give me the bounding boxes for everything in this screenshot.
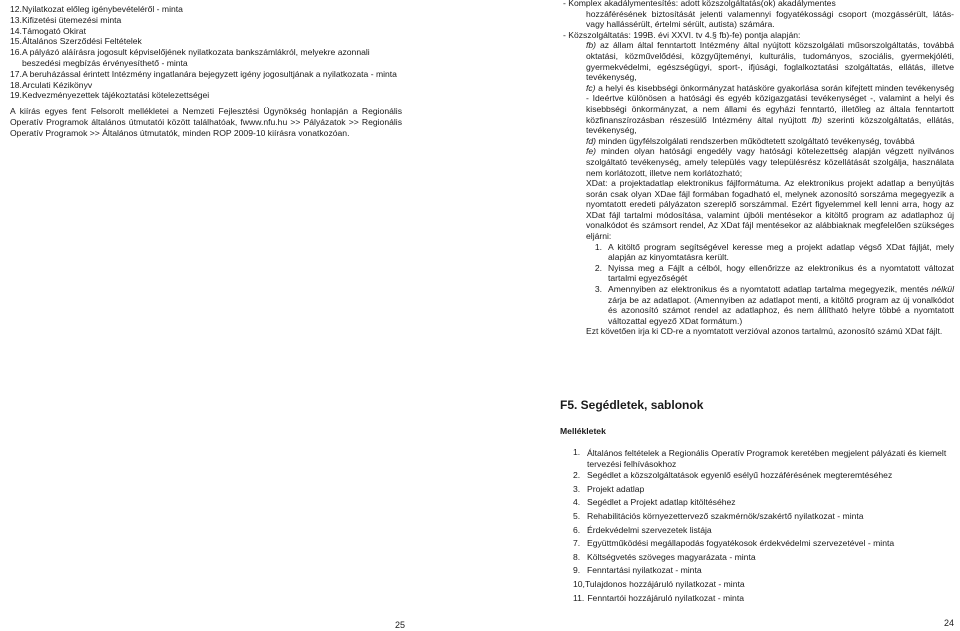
list-item: 7. Együttműködési megállapodás fogyatékosok érdekvédelmi szervezetével - minta — [573, 538, 895, 549]
list-item: 3. Projekt adatlap — [573, 483, 645, 494]
list-item: 5. Rehabilitációs környezettervező szakmérnök/szakértő nyilatkozat - minta — [573, 510, 864, 521]
list-item: 2. Segédlet a közszolgáltatások egyenlő esélyű hozzáférésének megteremtéséhez — [573, 470, 893, 481]
list-item: 13. Kifizetési ütemezési minta — [10, 14, 122, 25]
list-item: 9. Fenntartási nyilatkozat - minta — [573, 565, 702, 576]
list-item: 15. Általános Szerződési Feltételek — [10, 36, 142, 47]
attachments-list — [573, 446, 953, 605]
website-reference-paragraph: A kiírás egyes fent Felsorolt mellékletei a Nemzeti Fejlesztési Ügynökség honlapján a Regionális Operatív Programok általános útmutatói között találhatóak, fwww.nfu.hu >> Pályázatok >> Regionális Operatív Programok >> Általános útmutatók, minden ROP 2009-10 kiírásra vonatkozóan. — [10, 106, 402, 138]
clause-fd: fd) minden ügyfélszolgálati rendszerben működtetett szolgáltató tevékenység, továbbá — [586, 135, 915, 146]
list-item: 14. Támogató Okirat — [10, 25, 86, 36]
list-item: 19. Kedvezményezettek tájékoztatási kötelezettségei — [10, 90, 210, 101]
list-item: 17. A beruházással érintett Intézmény ingatlanára bejegyzett igény jogosultjának a nyilatkozata - minta — [10, 68, 397, 79]
xdat-definition: XDat: a projektadatlap elektronikus fájlformátuma. Az elektronikus projekt adatlap a benyújtás során csak olyan XDae fájl formában fogadható el, melynek azonosító sorszáma megegyezik a nyomtatott eredeti pályázaton szereplő sorszámmal. Ezért figyelemmel kell lenni arra, hogy az XDat fájl tartalmi módosítása, valamint újbóli mentésekor a kitöltő program az adatlaphoz új vonalkódot és számsort rendel, Az XDat fájl mentésekor az alábbiaknak megfelelően szükséges eljárni: — [586, 178, 954, 242]
list-item: 12. Nyilatkozat előleg igénybevételéről - minta — [10, 4, 183, 14]
list-item: 6. Érdekvédelmi szervezetek listája — [573, 524, 712, 535]
list-item: 4. Segédlet a Projekt adatlap kitöltéséhez — [573, 497, 736, 508]
list-item: 16. A pályázó aláírásra jogosult képviselőjének nyilatkozata bankszámlákról, melyekre azonnali beszedési megbízás érvényesíthető - minta — [10, 47, 370, 68]
clause-fb: fb) az állam által fenntartott Intézmény által nyújtott közszolgálati műsorszolgáltatás, továbbá oktatási, közművelődési, közgyűjteményi, kulturális, tudományos, szociális, gyermekjóléti, gyermekvédelmi, egészségügyi, sport-, ifjúsági, foglalkoztatási szolgáltatás, ellátás, illetve tevékenység, — [586, 40, 954, 83]
list-item: 1. A kitöltő program segítségével keresse meg a projekt adatlap végső XDat fájlját, mely alapján az kinyomtatásra került. — [594, 241, 954, 263]
right-column — [563, 0, 954, 337]
left-column — [10, 4, 402, 147]
list-item: 11. Fenntartói hozzájáruló nyilatkozat - minta — [573, 592, 744, 603]
section-heading: F5. Segédletek, sablonok — [560, 398, 704, 412]
attachments-subheading: Mellékletek — [560, 426, 606, 436]
attachment-list-continued — [10, 4, 402, 101]
clause-fe: fe) minden olyan hatósági engedély vagy hatósági kötelezettség alapján végzett nyilvános szolgáltató tevékenység, amely település vagy településrész közellátását szolgálja, használata nem korlátozott, illetve nem korlátozható; — [586, 146, 954, 178]
list-item: 10, Tulajdonos hozzájáruló nyilatkozat - minta — [573, 578, 745, 589]
list-item: 2. Nyissa meg a Fájlt a célból, hogy ellenőrizze az elektronikus és a nyomtatott változat tartalmi egyezőségét — [594, 262, 954, 284]
definition-public-service: - Közszolgáltatás: 199B. évi XXVI. tv 4.§ fb)-fe) pontja alapján: — [563, 29, 801, 40]
clause-fc: fc) a helyi és kisebbségi önkormányzat hatásköre gyakorlása során kifejtett minden tevékenység - Ideértve különösen a hatósági és egyéb közigazgatási tevékenységet -, valamint a helyi és kisebbségi önkormányzat, a nem állami és egyházi fenntartó, illetőleg az általa fenntartott közfinanszírozásban részesülő Intézmény által nyújtott fb) szerinti közszolgáltatás, ellátás, tevékenység, — [586, 82, 954, 136]
list-item: 8. Költségvetés szöveges magyarázata - minta — [573, 551, 756, 562]
list-item: 18. Arculati Kézikönyv — [10, 79, 93, 90]
closing-paragraph: Ezt követően irja ki CD-re a nyomtatott verzióval azonos tartalmú, azonosító számú XDat fájlt. — [586, 326, 943, 337]
xdat-steps-list — [563, 242, 954, 327]
page-number-left: 25 — [395, 620, 406, 630]
page-number-right: 24 — [944, 618, 955, 628]
definition-accessibility: - Komplex akadálymentesítés: adott közszolgáltatás(ok) akadálymentes hozzáférésének biztosítását jelenti valamennyi fogyatékossági csoport (mozgássérült, látás- vagy hallássérült, értelmi sérült, autista) számára. — [563, 0, 954, 30]
list-item: 3. Amennyiben az elektronikus és a nyomtatott adatlap tartalma megegyezik, mentés nélkül zárja be az adatlapot. (Amennyiben az adatlapot menti, a kitöltő program az új vonalkódot és azonosító számot rendel az adatlaphoz, és nem állítható helyre többé a nyomtatott változattal egyező XDat formátum.) — [594, 284, 954, 326]
list-item: 1. Általános feltételek a Regionális Operatív Programok keretében megjelent pályázati és kiemelt tervezési felhívásokhoz — [573, 447, 947, 469]
